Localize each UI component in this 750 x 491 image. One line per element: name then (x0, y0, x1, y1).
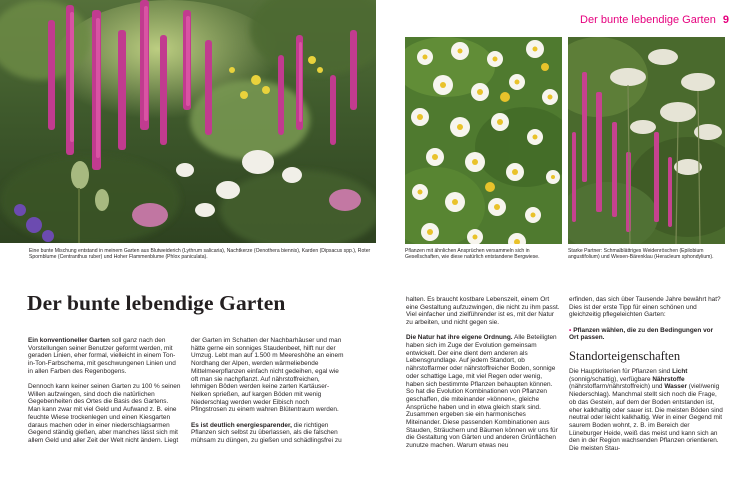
subheading-standorteigenschaften: Standorteigenschaften (569, 349, 681, 364)
photo-weidenroeschen-baerenklau (568, 37, 725, 244)
paragraph-text: (nährstoffarm/nährstoffreich) und (569, 383, 665, 391)
term-licht: Licht (672, 368, 688, 376)
paragraph (569, 368, 724, 453)
bullet-icon: • (569, 326, 572, 334)
paragraph-text: (sonnig/schattig), verfügbare (569, 375, 653, 383)
paragraph-lead: Ein konventioneller Garten (28, 337, 110, 344)
term-wasser: Wasser (664, 383, 687, 391)
caption-right-photo: Starke Partner: Schmalblättriges Weidenröschen (Epilobium angustifolium) und Wiesen-Bärenklau (Heracleum sphondylium). (568, 248, 714, 261)
text-column-4 (569, 296, 724, 453)
paragraph: erfinden, das sich über Tausende Jahre bewährt hat? Dies ist der erste Tipp für einen schönen und gleichzeitig pflegeleichten Garten: (569, 296, 721, 319)
paragraph-text: Alle Beteiligten haben sich im Zuge der Evolution gemeinsam entwickelt. Der eine dient dem anderen als Lebensgrundlage. Auf jedem Standort, ob nährstoffarmer oder nährstoffreicher Boden, sonnige oder schattige Lage, mit viel Regen oder wenig, haben sich bestimmte Pflanzen behaupten können. So hat die Evolution Kombinationen von Pflanzen geschaffen, die miteinander »können«, gleiche Ansprüche haben und in etwa gleich stark sind. Zusammen ergeben sie ein harmonisches Miteinander. Diese passenden Kombinationen aus Stauden, Sträuchern und Bäumen können wir uns für die Gestaltung von Gärten und anderen Grünflächen zunutze machen. Warum etwas neu (406, 334, 558, 450)
term-naehrstoffe: Nährstoffe (652, 375, 685, 383)
article-title: Der bunte lebendige Garten (27, 291, 286, 315)
page-number: 9 (722, 14, 729, 26)
paragraph (191, 422, 345, 445)
paragraph-text: die richtigen Pflanzen sich selbst zu überlassen, als die falschen mühsam zu düngen, zu gießen und schädlingsfrei zu (191, 421, 342, 444)
paragraph: Dennoch kann keiner seinen Garten zu 100 % seinen Willen aufzwingen, sind doch die natürlichen Gegebenheiten des Ortes die Basis des Gartens. Man kann zwar mit viel Geld und Aufwand z. B. eine feuchte Wiese trockenlegen und einen Kiesgarten daraus machen oder in einer niederschlagsarmen Gegend ständig gießen, aber manches lässt sich mit allem Geld und aller Zeit der Welt nicht ändern. Liegt (28, 383, 181, 444)
text-column-2 (191, 337, 345, 445)
paragraph (28, 337, 181, 376)
paragraph: halten. Es braucht kostbare Lebenszeit, einem Ort eine Gestaltung aufzuzwingen, die nicht zu ihm passt. Viel einfacher und zielführender ist es, mit der Natur zu arbeiten, und nicht gegen sie. (406, 296, 560, 327)
tip-bullet (569, 327, 724, 342)
running-head-title: Der bunte lebendige Garten (580, 14, 716, 26)
text-column-1 (28, 337, 181, 445)
caption-middle-photo: Pflanzen mit ähnlichen Ansprüchen versammeln sich in Gesellschaften, wie diese natürlich entstandene Bergwiese. (405, 248, 540, 261)
paragraph-lead: Die Natur hat ihre eigene Ordnung. (406, 334, 513, 342)
paragraph-lead: Es ist deutlich energiesparender, (191, 421, 292, 429)
paragraph (406, 334, 560, 450)
tip-text: Pflanzen wählen, die zu den Bedingungen vor Ort passen. (569, 326, 714, 342)
photo-mixed-perennial-border (0, 0, 376, 243)
text-column-3 (406, 296, 560, 450)
caption-left-photo: Eine bunte Mischung entstand in meinem Garten aus Blutweiderich (Lythrum salicaria), Nachtkerze (Oenothera biennis), Karden (Dipsacus spp.), Roter Spornblume (Centranthus ruber) und Hoher Flammenblume (Phlox paniculata). (29, 248, 371, 261)
photo-daisy-meadow (405, 37, 562, 244)
paragraph: der Garten im Schatten der Nachbarhäuser und man hätte gerne ein sonniges Staudenbeet, hilft nur der Umzug. Lebt man auf 1.500 m Meereshöhe an einem Nordhang der Alpen, werden wärmeliebende Mittelmeerpflanzen einfach nicht gedeihen, egal wie oft man sie nachpflanzt. Auf nährstoffreichen, lehmigen Böden werden keine zarten Kartäuser-Nelken sprießen, auf kargen Böden mit wenig Niederschlag werden weder Eibisch noch Pfingstrosen zu einem wahren Blütentraum werden. (191, 337, 344, 414)
paragraph-text: (viel/wenig Niederschlag). Manchmal stellt sich noch die Frage, ob das Gestein, auf dem der Boden entstanden ist, eher kalkhaltig oder sauer ist. Die meisten Böden sind neutral oder leicht kalkhaltig. Wer in einer Gegend mit saurem Boden wohnt, z. B. im Bereich der Lüneburger Heide, weiß das meist und kann sich an den in der Region wachsenden Pflanzen orientieren. Die meisten Stau- (569, 383, 723, 453)
paragraph-text: Die Hauptkriterien für Pflanzen sind (569, 368, 673, 376)
paragraph-text: soll ganz nach den Vorstellungen seiner Benutzer geformt werden, mit geraden Linien, eher formal, vielleicht in einem Ton-in-Ton-Farbschema, mit geschwungenen Linien und in allen Farben des Regenbogens. (28, 337, 176, 375)
running-head (580, 14, 729, 26)
